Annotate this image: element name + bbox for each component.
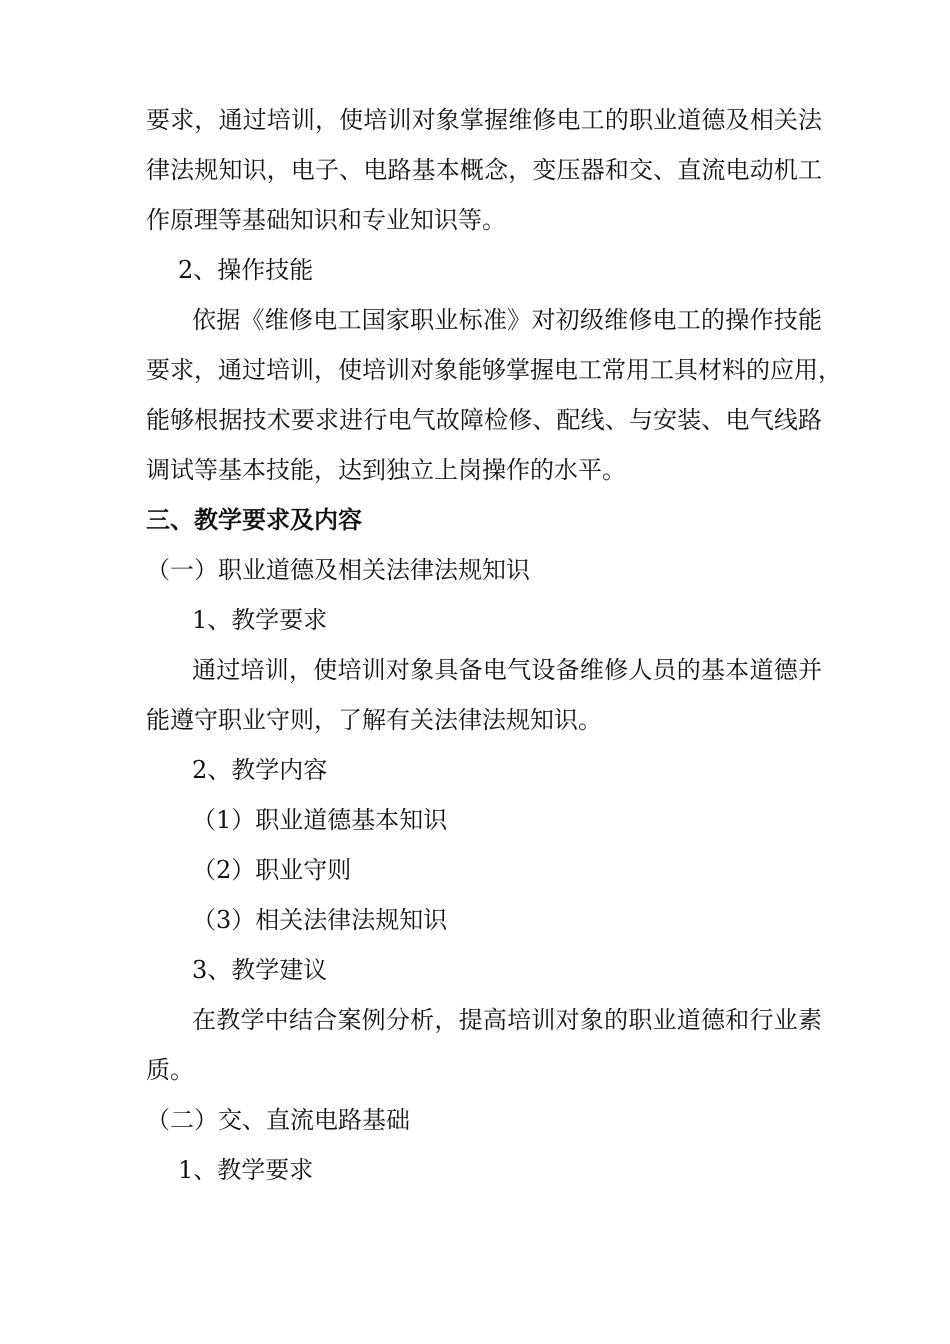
- list-item: （3）相关法律法规知识: [192, 906, 448, 934]
- list-item: （2）职业守则: [192, 856, 352, 884]
- paragraph-line: 通过培训，使培训对象具备电气设备维修人员的基本道德并: [192, 656, 822, 684]
- paragraph-line: 要求，通过培训，使培训对象掌握维修电工的职业道德及相关法: [146, 106, 822, 134]
- paragraph-line: 律法规知识，电子、电路基本概念，变压器和交、直流电动机工: [146, 156, 822, 184]
- subheading-operation-skills: 2、操作技能: [178, 256, 314, 284]
- paragraph-line: 质。: [146, 1056, 194, 1084]
- paragraph-line: 调试等基本技能，达到独立上岗操作的水平。: [146, 456, 626, 484]
- subheading-teaching-suggestions: 3、教学建议: [192, 956, 328, 984]
- subheading-teaching-requirements: 1、教学要求: [178, 1156, 314, 1184]
- paragraph-line: 能遵守职业守则，了解有关法律法规知识。: [146, 706, 602, 734]
- subheading-teaching-requirements: 1、教学要求: [192, 606, 328, 634]
- section-heading: 三、教学要求及内容: [146, 505, 362, 534]
- paragraph-line: 要求，通过培训，使培训对象能够掌握电工常用工具材料的应用，: [146, 356, 842, 384]
- subsection-heading: （一）职业道德及相关法律法规知识: [146, 556, 530, 584]
- subheading-teaching-content: 2、教学内容: [192, 756, 328, 784]
- paragraph-line: 作原理等基础知识和专业知识等。: [146, 206, 506, 234]
- paragraph-line: 能够根据技术要求进行电气故障检修、配线、与安装、电气线路: [146, 406, 822, 434]
- paragraph-line: 在教学中结合案例分析，提高培训对象的职业道德和行业素: [192, 1006, 822, 1034]
- paragraph-line: 依据《维修电工国家职业标准》对初级维修电工的操作技能: [192, 306, 822, 334]
- list-item: （1）职业道德基本知识: [192, 806, 448, 834]
- subsection-heading: （二）交、直流电路基础: [146, 1106, 410, 1134]
